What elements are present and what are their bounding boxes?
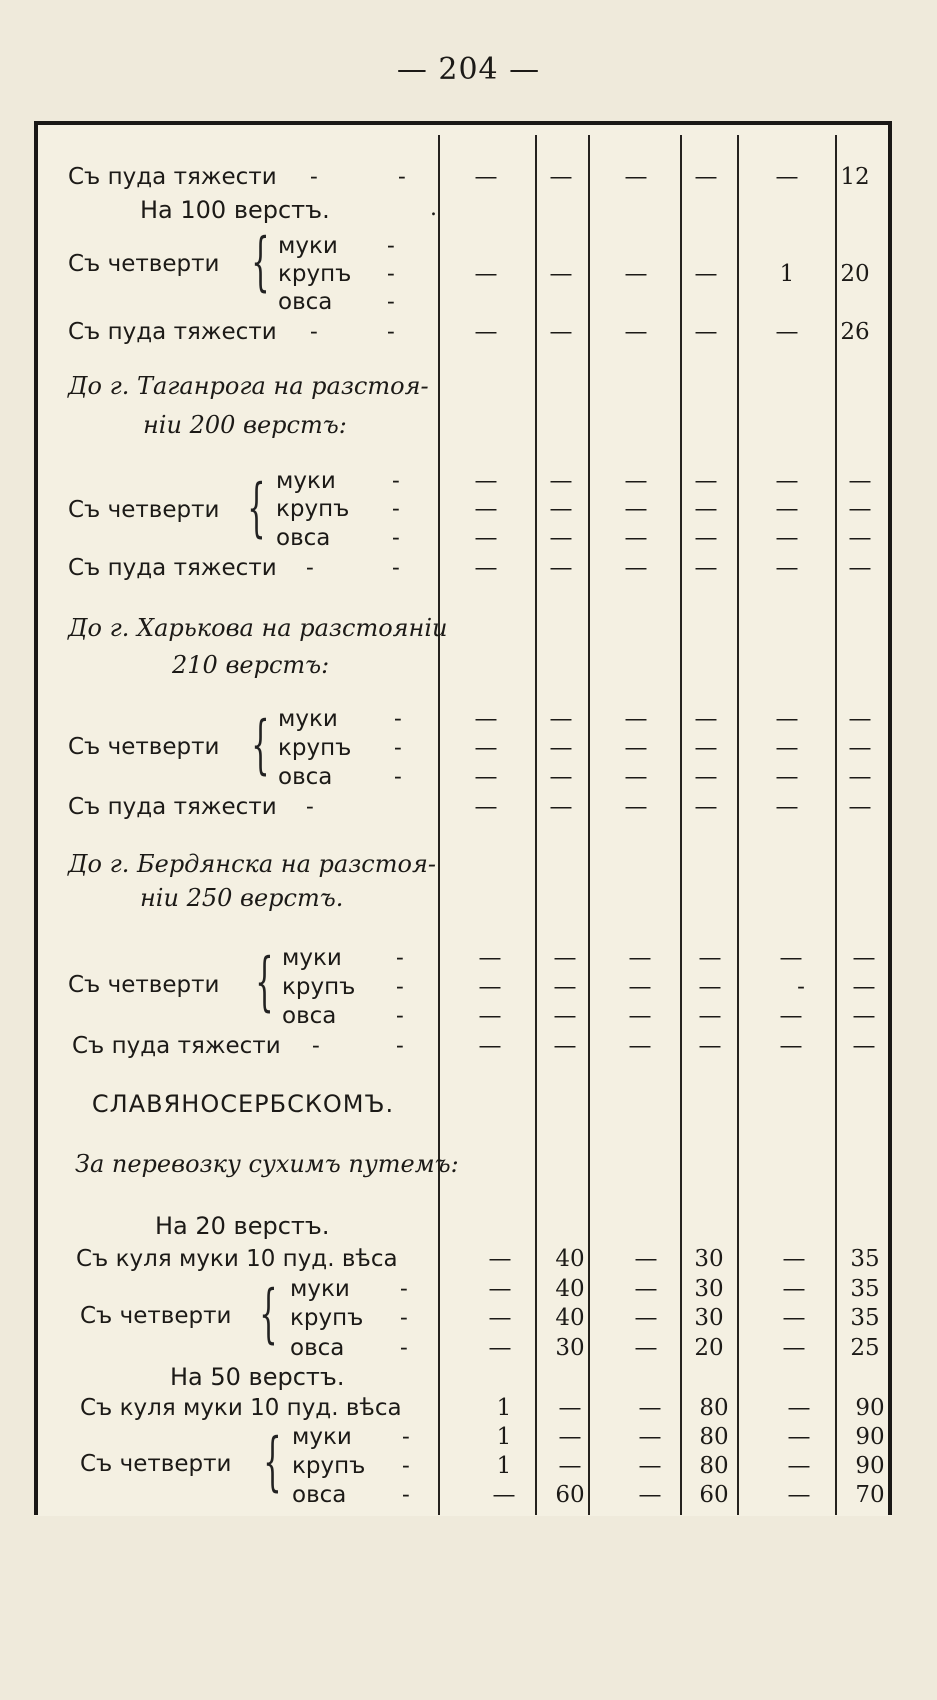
table-row [0,287,937,317]
brace: { [263,1425,282,1499]
cell-col6: — [848,555,872,581]
row-label: Съ пуда тяжести [68,319,277,345]
cell-col5: - [797,974,805,1000]
row-dash: - [306,555,314,581]
cell-col3: — [638,1453,662,1479]
cell-col6: 90 [855,1395,885,1421]
cell-col5: — [787,1482,811,1508]
cell-col4: — [694,468,718,494]
cell-col3: — [634,1305,658,1331]
row-sublabel: крупъ [278,261,352,287]
cell-col2: — [549,496,573,522]
cell-col3: — [638,1395,662,1421]
cell-col3: — [634,1276,658,1302]
table-row [0,704,937,734]
destination-heading-cont: 210 верстъ: [172,651,330,679]
table-row [0,792,937,822]
destination-heading: До г. Таганрога на разстоя- [68,372,429,400]
table-row [0,1333,937,1363]
cell-col4: 30 [694,1246,724,1272]
cell-col4: — [694,261,718,287]
cell-col2: — [549,468,573,494]
table-row [0,523,937,553]
table-row [0,1244,937,1274]
cell-col5: — [782,1305,806,1331]
brace: { [251,225,270,299]
row-dash: - [396,1003,404,1029]
cell-col2: — [558,1453,582,1479]
cell-col6: — [848,525,872,551]
cell-col1: — [474,468,498,494]
table-row [0,494,937,524]
table-row [0,162,937,192]
cell-col2: — [549,706,573,732]
row-sublabel: крупъ [276,496,350,522]
row-sep: - [398,164,406,190]
row-dash: - [402,1482,410,1508]
cell-col5: — [782,1335,806,1361]
cell-col6: 90 [855,1453,885,1479]
cell-col1: — [474,764,498,790]
row-sublabel: овса [292,1482,347,1508]
cell-col5: — [779,945,803,971]
row-label: Съ пуда тяжести [68,555,277,581]
cell-col6: 70 [855,1482,885,1508]
table-top-rule [34,121,892,125]
row-sep: - [392,555,400,581]
row-sublabel: крупъ [278,735,352,761]
cell-col6: 20 [840,261,870,287]
cell-col5: — [775,706,799,732]
row-dash: - [392,468,400,494]
chetvert-label: Съ четверти [80,1451,232,1477]
row-dash: - [394,764,402,790]
brace: { [251,708,270,782]
row-sublabel: муки [282,945,342,971]
cell-col1: — [488,1305,512,1331]
cell-col3: — [624,261,648,287]
row-dash: - [310,164,318,190]
distance-heading: На 50 верстъ. [170,1363,345,1391]
cell-col2: — [549,555,573,581]
table-row [0,1480,937,1510]
page-number: — 204 — [396,52,541,87]
cell-col3: — [624,794,648,820]
cell-col2: 60 [555,1482,585,1508]
cell-col1: — [478,1033,502,1059]
row-sublabel: муки [290,1276,350,1302]
cell-col6: 35 [850,1246,880,1272]
cell-col2: — [549,319,573,345]
cell-col4: — [694,794,718,820]
row-sublabel: крупъ [282,974,356,1000]
cell-col4: — [698,1033,722,1059]
row-dash: - [400,1335,408,1361]
cell-col3: — [638,1482,662,1508]
table-row [0,972,937,1002]
cell-col4: 80 [699,1453,729,1479]
table-row [0,259,937,289]
cell-col3: — [624,525,648,551]
destination-heading-cont: ніи 250 верстъ. [140,884,344,912]
cell-col4: 20 [694,1335,724,1361]
cell-col4: 80 [699,1424,729,1450]
table-row [0,466,937,496]
cell-col6: — [852,1003,876,1029]
table-row [0,1001,937,1031]
chetvert-label: Съ четверти [80,1303,232,1329]
cell-col2: — [549,525,573,551]
table-row [0,231,937,261]
cell-col4: — [694,735,718,761]
cell-col6: 26 [840,319,870,345]
cell-col5: — [787,1424,811,1450]
cell-col4: — [694,164,718,190]
table-row [0,1393,937,1423]
chetvert-label: Съ четверти [68,972,220,998]
cell-col3: — [624,164,648,190]
cell-col1: — [474,496,498,522]
cell-col2: — [553,945,577,971]
row-dash: - [387,261,395,287]
cell-col2: — [553,1033,577,1059]
cell-col4: — [694,319,718,345]
cell-col4: 80 [699,1395,729,1421]
cell-col4: — [694,555,718,581]
cell-col5: — [775,319,799,345]
row-dash: - [392,496,400,522]
cell-col3: — [628,1033,652,1059]
table-row [0,553,937,583]
cell-col1: — [474,319,498,345]
table-row [0,1303,937,1333]
cell-col6: 25 [850,1335,880,1361]
chetvert-label: Съ четверти [68,734,220,760]
cell-col3: — [628,1003,652,1029]
cell-col3: — [638,1424,662,1450]
cell-col1: 1 [496,1424,512,1450]
cell-col1: 1 [496,1395,512,1421]
cell-col5: — [782,1276,806,1302]
cell-col5: 1 [779,261,795,287]
row-label: Съ куля муки 10 пуд. вѣса [80,1395,402,1421]
cell-col3: — [624,764,648,790]
cell-col1: — [478,945,502,971]
cell-col4: — [694,706,718,732]
table-row [0,1274,937,1304]
cell-col1: — [474,706,498,732]
cell-col5: — [787,1395,811,1421]
destination-heading: До г. Бердянска на разстоя- [68,850,436,878]
cell-col6: — [848,794,872,820]
cell-col5: — [775,764,799,790]
cell-col2: 30 [555,1335,585,1361]
cell-col6: 35 [850,1276,880,1302]
cell-col5: — [775,496,799,522]
cell-col2: — [549,794,573,820]
cell-col1: 1 [496,1453,512,1479]
cell-col1: — [488,1276,512,1302]
row-label: Съ пуда тяжести [68,164,277,190]
destination-heading: До г. Харькова на разстояніи [68,614,448,642]
cell-col4: 30 [694,1305,724,1331]
cell-col2: — [549,261,573,287]
cell-col1: — [474,555,498,581]
cell-col1: — [474,525,498,551]
cell-col1: — [488,1335,512,1361]
cell-col6: — [852,945,876,971]
cell-col2: — [558,1395,582,1421]
heading-dot: . [430,196,437,221]
cell-col3: — [624,706,648,732]
row-dash: - [312,1033,320,1059]
cell-col6: — [848,468,872,494]
row-sublabel: овса [278,764,333,790]
row-dash: - [394,735,402,761]
row-label: Съ пуда тяжести [72,1033,281,1059]
row-label: Съ куля муки 10 пуд. вѣса [76,1246,398,1272]
row-sep: - [387,319,395,345]
cell-col2: 40 [555,1305,585,1331]
row-sublabel: овса [278,289,333,315]
brace: { [247,471,266,545]
section-subtitle: За перевозку сухимъ путемъ: [75,1150,459,1178]
row-sublabel: муки [278,233,338,259]
cell-col5: — [775,468,799,494]
row-dash: - [400,1276,408,1302]
row-label: Съ пуда тяжести [68,794,277,820]
row-sublabel: муки [292,1424,352,1450]
cell-col6: — [848,764,872,790]
cell-col6: — [852,1033,876,1059]
row-dash: - [306,794,314,820]
cell-col3: — [624,468,648,494]
cell-col2: — [549,764,573,790]
cell-col3: — [624,735,648,761]
cell-col6: — [852,974,876,1000]
cell-col3: — [624,496,648,522]
cell-col6: 35 [850,1305,880,1331]
cell-col3: — [628,945,652,971]
row-sublabel: муки [278,706,338,732]
cell-col3: — [624,319,648,345]
cell-col2: 40 [555,1276,585,1302]
cell-col3: — [624,555,648,581]
destination-heading-cont: ніи 200 верстъ: [143,411,347,439]
cell-col5: — [775,525,799,551]
brace: { [259,1277,278,1351]
cell-col4: — [698,945,722,971]
table-row [0,943,937,973]
table-row [0,1422,937,1452]
chetvert-label: Съ четверти [68,251,220,277]
cell-col3: — [634,1335,658,1361]
table-row [0,1451,937,1481]
cell-col4: 30 [694,1276,724,1302]
cell-col6: 90 [855,1424,885,1450]
cell-col4: — [698,1003,722,1029]
cell-col1: — [474,164,498,190]
chetvert-label: Съ четверти [68,497,220,523]
row-sublabel: овса [282,1003,337,1029]
cell-col4: — [694,525,718,551]
row-dash: - [387,289,395,315]
cell-col4: 60 [699,1482,729,1508]
row-sublabel: крупъ [292,1453,366,1479]
table-row [0,762,937,792]
row-dash: - [310,319,318,345]
cell-col5: — [782,1246,806,1272]
cell-col6: — [848,496,872,522]
table-row [0,1031,937,1061]
row-sep: - [396,1033,404,1059]
cell-col1: — [488,1246,512,1272]
cell-col1: — [474,261,498,287]
row-sublabel: овса [290,1335,345,1361]
brace: { [255,945,274,1019]
cell-col4: — [694,764,718,790]
cell-col5: — [775,555,799,581]
distance-heading: На 20 верстъ. [155,1212,330,1240]
row-sublabel: крупъ [290,1305,364,1331]
cell-col6: 12 [840,164,870,190]
heading-text: На 100 верстъ. [140,196,330,224]
cell-col5: — [787,1453,811,1479]
cell-col5: — [775,164,799,190]
cell-col5: — [775,794,799,820]
cell-col1: — [478,974,502,1000]
cell-col2: — [553,974,577,1000]
cell-col2: — [549,164,573,190]
cell-col2: — [553,1003,577,1029]
row-sublabel: овса [276,525,331,551]
cell-col3: — [634,1246,658,1272]
row-dash: - [400,1305,408,1331]
distance-heading [140,196,330,224]
row-dash: - [396,945,404,971]
cell-col5: — [775,735,799,761]
row-sublabel: муки [276,468,336,494]
cell-col6: — [848,735,872,761]
cell-col1: — [492,1482,516,1508]
row-dash: - [387,233,395,259]
table-row [0,733,937,763]
row-dash: - [402,1453,410,1479]
row-dash: - [394,706,402,732]
cell-col4: — [694,496,718,522]
row-dash: - [402,1424,410,1450]
cell-col1: — [474,735,498,761]
cell-col1: — [478,1003,502,1029]
row-dash: - [392,525,400,551]
cell-col1: — [474,794,498,820]
table-row [0,317,937,347]
section-title: СЛАВЯНОСЕРБСКОМЪ. [91,1090,395,1118]
cell-col3: — [628,974,652,1000]
cell-col5: — [779,1003,803,1029]
cell-col2: — [558,1424,582,1450]
cell-col2: 40 [555,1246,585,1272]
cell-col4: — [698,974,722,1000]
row-dash: - [396,974,404,1000]
cell-col6: — [848,706,872,732]
cell-col5: — [779,1033,803,1059]
cell-col2: — [549,735,573,761]
